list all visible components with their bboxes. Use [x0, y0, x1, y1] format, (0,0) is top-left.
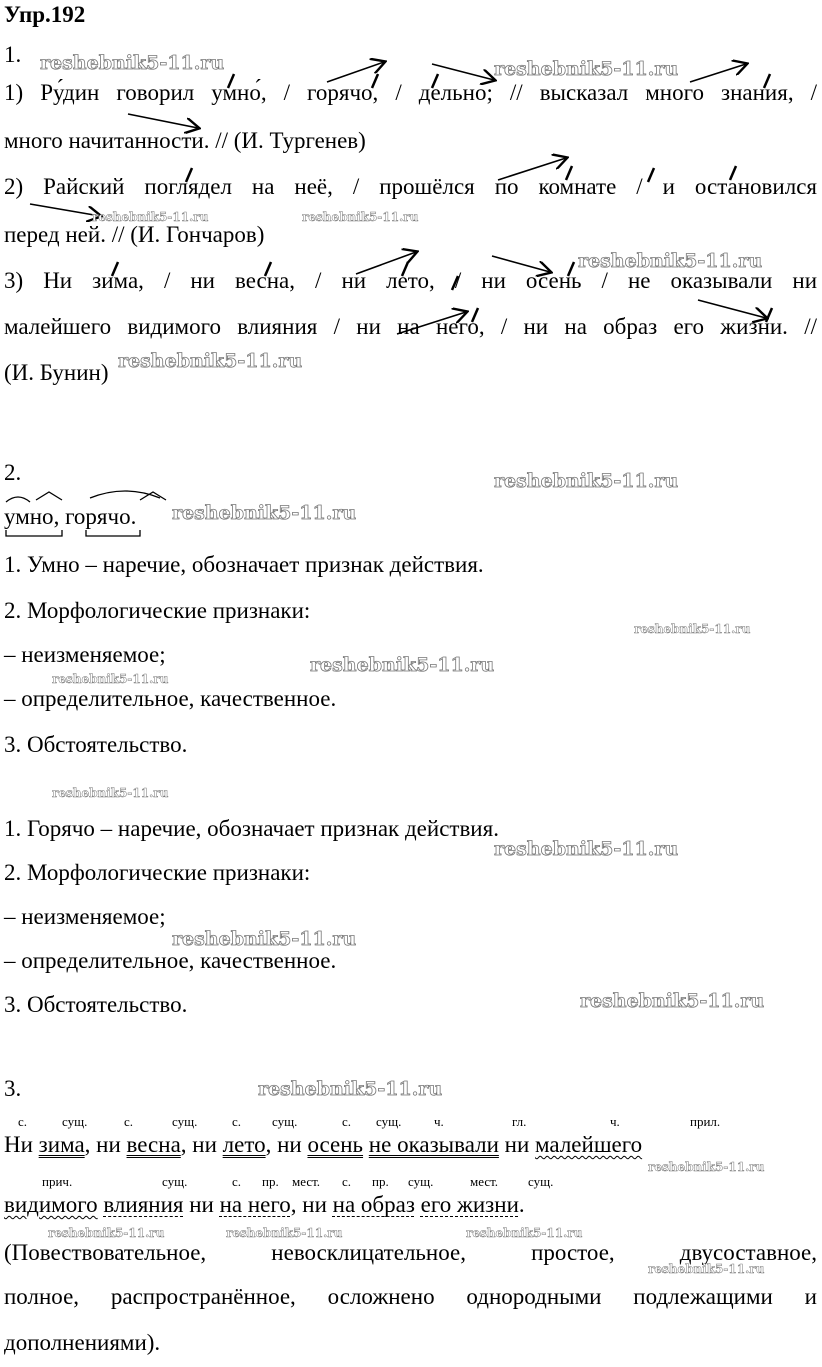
part2-line-8: – неизменяемое;	[4, 904, 166, 929]
label: сущ.	[162, 1174, 188, 1189]
watermark: reshebnik5-11.ru	[92, 210, 209, 224]
label: мест.	[470, 1174, 499, 1189]
label: ч.	[610, 1114, 620, 1129]
word: , ни	[84, 1132, 127, 1157]
word: .	[518, 1192, 525, 1217]
part1-line-3: 2) Райский поглядел на неё, / прошёлся по комнате / и остановился	[4, 174, 817, 199]
label: сущ.	[376, 1114, 402, 1129]
analysis-sentence-2	[4, 1190, 525, 1220]
label: сущ.	[408, 1174, 434, 1189]
object-word: на него	[219, 1192, 291, 1217]
part1-line-1: 1) Ру́дин говорил умно́, / горячо, / дельно; // высказал много знания, /	[4, 80, 817, 105]
label: сущ.	[172, 1114, 198, 1129]
label: пр.	[372, 1174, 389, 1189]
subject-word: зима	[38, 1132, 85, 1157]
watermark: reshebnik5-11.ru	[578, 250, 763, 272]
watermark: reshebnik5-11.ru	[494, 470, 679, 492]
label: с.	[232, 1174, 242, 1189]
label: сущ.	[62, 1114, 88, 1129]
watermark: reshebnik5-11.ru	[648, 1262, 765, 1276]
label: с.	[124, 1114, 134, 1129]
object-word: его жизни	[420, 1192, 519, 1217]
label: мест.	[292, 1174, 321, 1189]
word-umno: умно	[4, 504, 54, 529]
watermark: reshebnik5-11.ru	[310, 654, 495, 676]
part3-number: 3.	[4, 1076, 22, 1101]
part2-line-5: 3. Обстоятельство.	[4, 732, 188, 757]
part1-number: 1.	[4, 42, 22, 67]
part2-line-7: 2. Морфологические признаки:	[4, 860, 311, 885]
word: , ни	[290, 1192, 333, 1217]
word-goryacho: горячо	[65, 504, 131, 529]
part1-line-7: (И. Бунин)	[4, 360, 109, 385]
word: , ни	[265, 1132, 308, 1157]
word: ни	[498, 1132, 536, 1157]
watermark: reshebnik5-11.ru	[580, 990, 765, 1012]
watermark: reshebnik5-11.ru	[648, 1160, 765, 1174]
part1-line-6: малейшего видимого влияния / ни на него, / ни на образ его жизни. //	[4, 314, 817, 339]
object-word: влияния	[103, 1192, 184, 1217]
label: с.	[18, 1114, 28, 1129]
part1-line-2: много начитанности. // (И. Тургенев)	[4, 128, 366, 153]
watermark: reshebnik5-11.ru	[118, 350, 303, 372]
label: ч.	[434, 1114, 444, 1129]
word: Ни	[4, 1132, 39, 1157]
part2-line-10: 3. Обстоятельство.	[4, 992, 188, 1017]
period: .	[130, 504, 137, 529]
label: гл.	[512, 1114, 527, 1129]
watermark: reshebnik5-11.ru	[172, 928, 357, 950]
label: с.	[342, 1114, 352, 1129]
part2-line-1: 1. Умно – наречие, обозначает признак действия.	[4, 552, 484, 577]
part2-number: 2.	[4, 460, 22, 485]
part3-desc-2: полное, распространённое, осложнено однородными подлежащими и	[4, 1284, 817, 1309]
part2-line-9: – определительное, качественное.	[4, 948, 337, 973]
subject-word: осень	[307, 1132, 364, 1157]
label: сущ.	[272, 1114, 298, 1129]
watermark: reshebnik5-11.ru	[52, 672, 169, 686]
watermark: reshebnik5-11.ru	[302, 210, 419, 224]
attribute-word: малейшего	[535, 1132, 643, 1157]
word: ни	[183, 1192, 220, 1217]
label: сущ.	[528, 1174, 554, 1189]
attribute-word: видимого	[4, 1192, 98, 1217]
watermark: reshebnik5-11.ru	[52, 786, 169, 800]
subject-word: лето	[222, 1132, 266, 1157]
analysis-sentence-1	[4, 1130, 642, 1160]
label: с.	[342, 1174, 352, 1189]
label: прил.	[690, 1114, 721, 1129]
predicate-word: не оказывали	[368, 1132, 499, 1157]
part1-line-5: 3) Ни зима, / ни весна, / ни лето, / ни осень / не оказывали ни	[4, 268, 817, 293]
part3-desc-3: дополнениями).	[4, 1330, 161, 1355]
subject-word: весна	[126, 1132, 181, 1157]
exercise-title: Упр.192	[4, 2, 86, 27]
part2-line-4: – определительное, качественное.	[4, 686, 337, 711]
label: пр.	[262, 1174, 279, 1189]
comma: ,	[53, 504, 66, 529]
watermark: reshebnik5-11.ru	[258, 1078, 443, 1100]
watermark: reshebnik5-11.ru	[48, 1226, 165, 1240]
watermark: reshebnik5-11.ru	[172, 502, 357, 524]
label: с.	[232, 1114, 242, 1129]
object-word: на образ	[332, 1192, 415, 1217]
watermark: reshebnik5-11.ru	[634, 622, 751, 636]
part1-line-4: перед ней. // (И. Гончаров)	[4, 222, 265, 247]
watermark: reshebnik5-11.ru	[494, 58, 679, 80]
watermark: reshebnik5-11.ru	[494, 838, 679, 860]
label: прич.	[42, 1174, 73, 1189]
part2-line-2: 2. Морфологические признаки:	[4, 598, 311, 623]
part3-desc-1: (Повествовательное, невосклицательное, простое, двусоставное,	[4, 1240, 817, 1265]
watermark: reshebnik5-11.ru	[226, 1226, 343, 1240]
morphemic-words	[4, 502, 136, 532]
part2-line-3: – неизменяемое;	[4, 642, 166, 667]
watermark: reshebnik5-11.ru	[40, 52, 225, 74]
part2-line-6: 1. Горячо – наречие, обозначает признак действия.	[4, 816, 499, 841]
watermark: reshebnik5-11.ru	[466, 1226, 583, 1240]
word: , ни	[180, 1132, 223, 1157]
